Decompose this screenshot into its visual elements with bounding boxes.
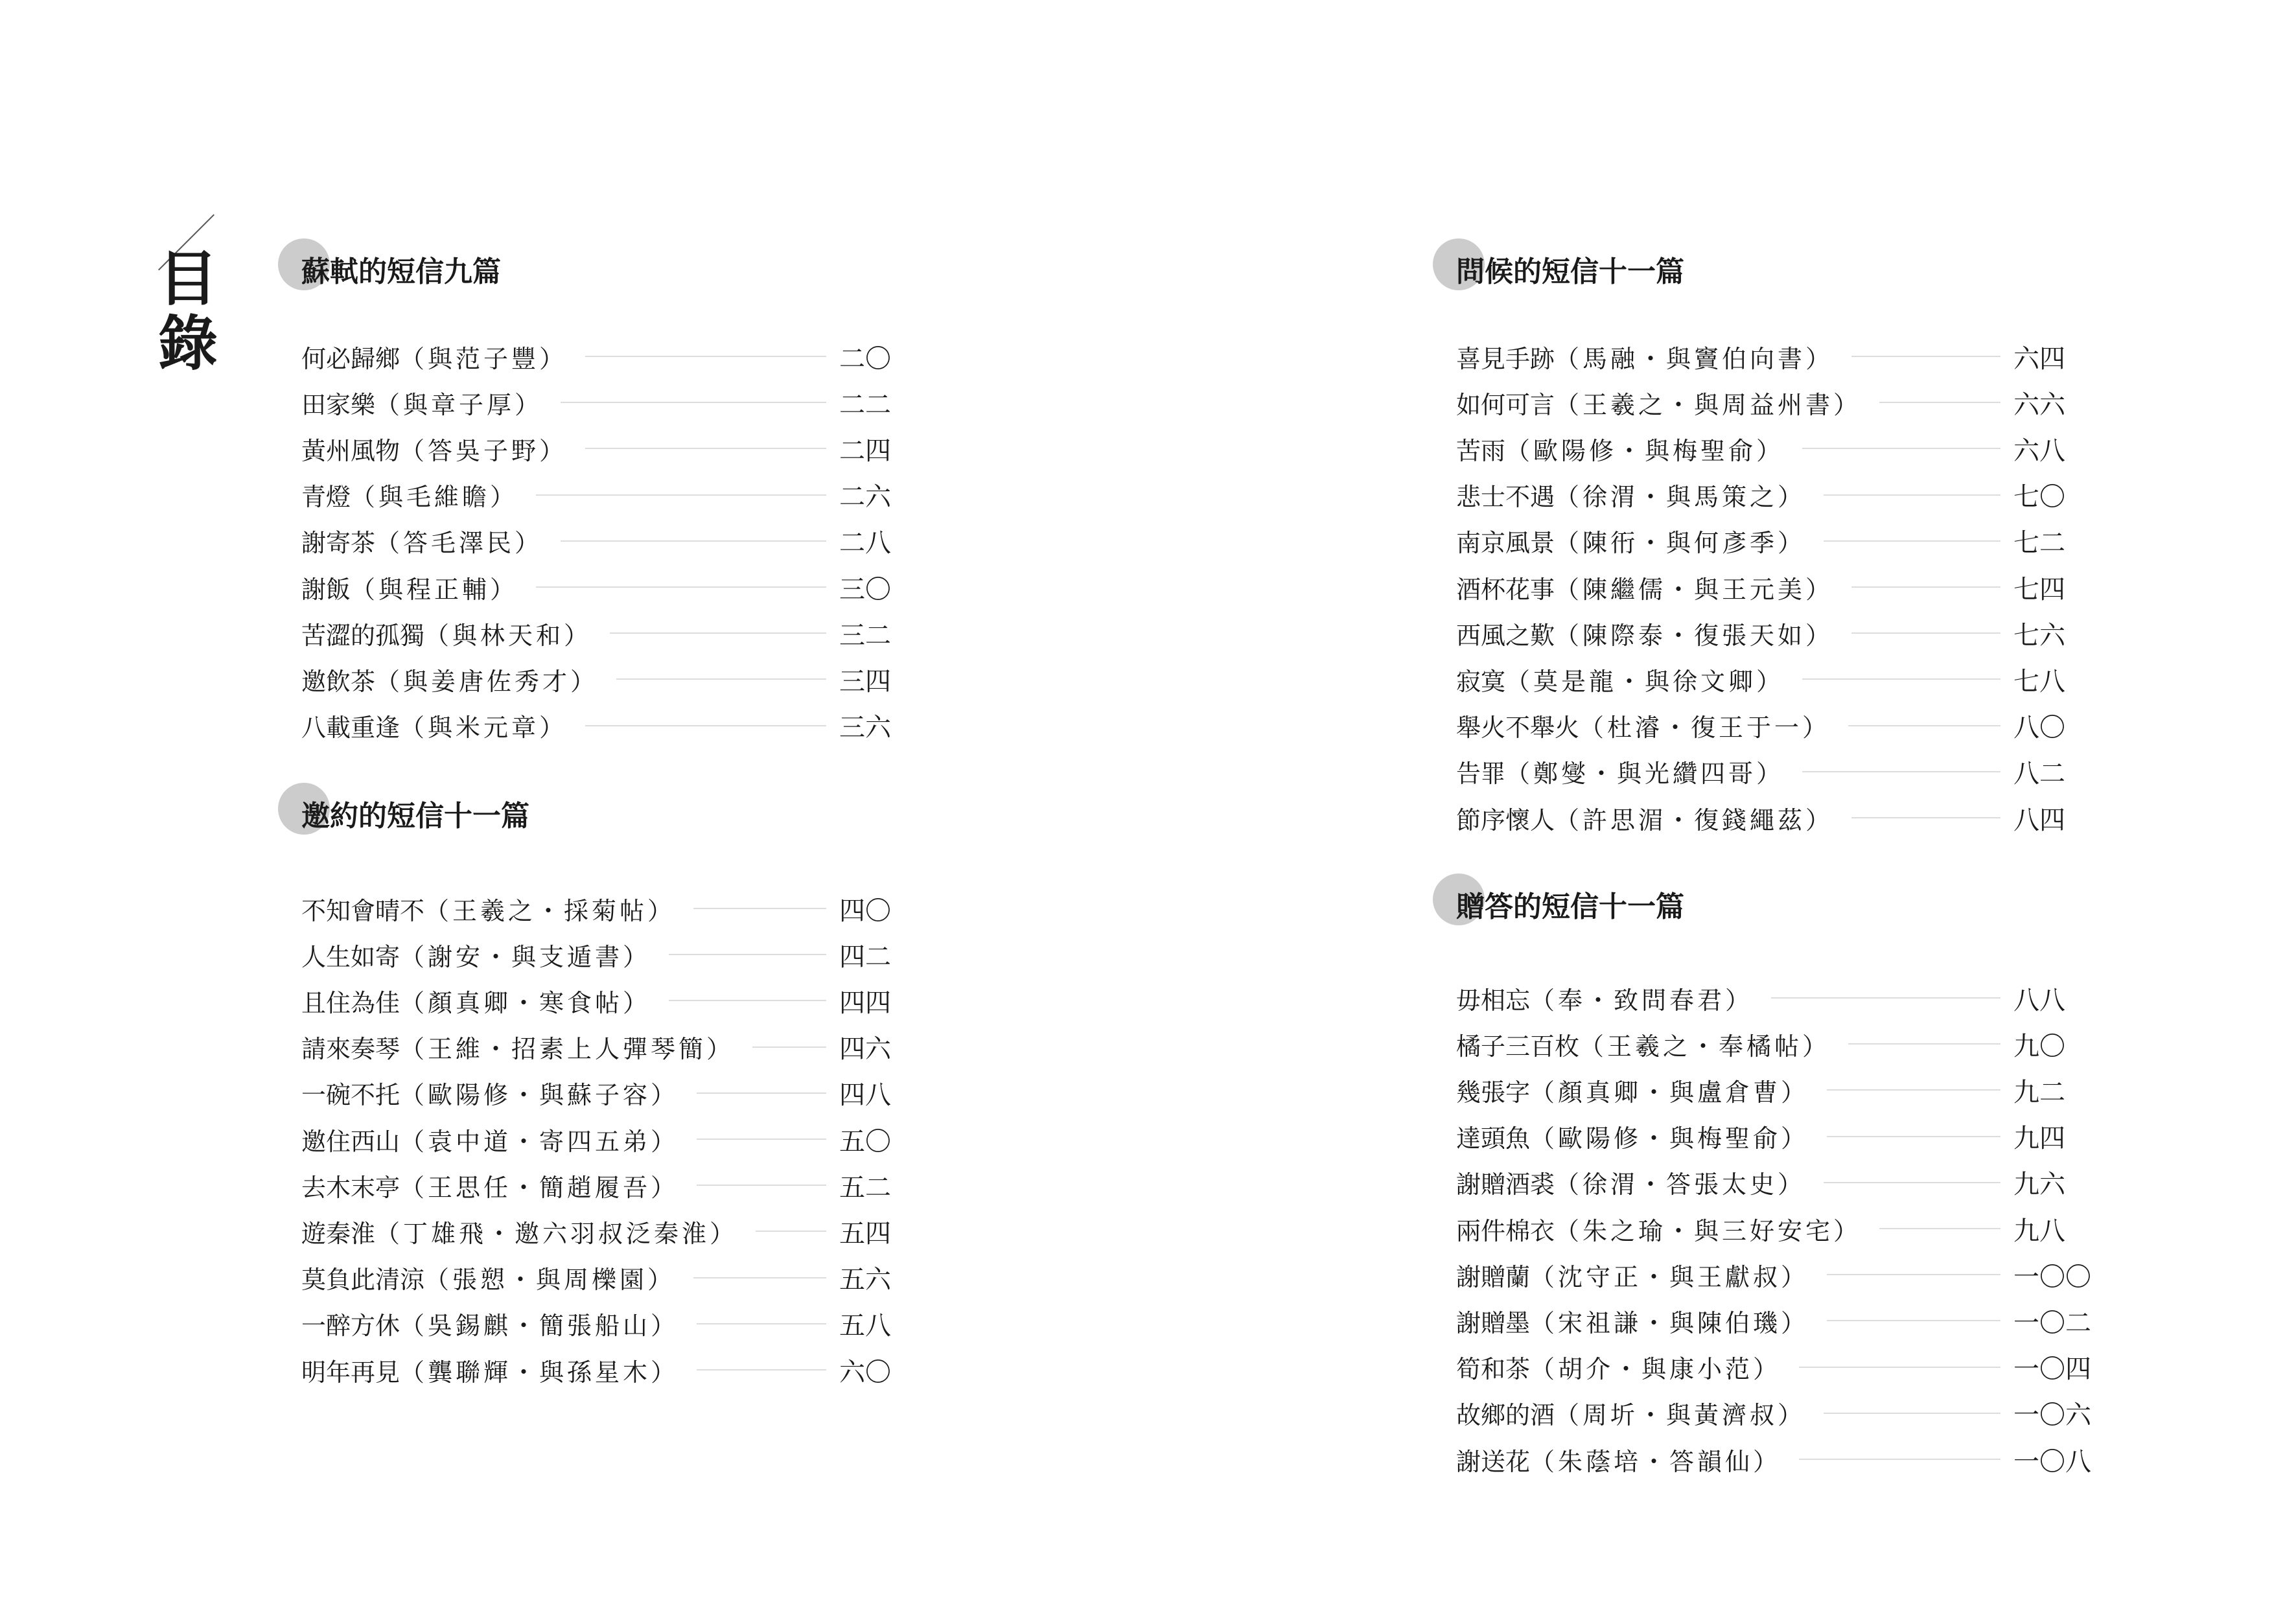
leader-line [561,402,826,403]
entry-source-text: （與米元章） [400,713,568,743]
page-number: 五二 [839,1172,891,1203]
page-number: 三四 [839,666,891,697]
entry-source-text: （陳際泰・復張天如） [1555,621,1834,650]
entry-source-text: （與范子豐） [400,344,568,373]
page-number: 九四 [2013,1124,2065,1154]
page-number: 八八 [2013,985,2065,1015]
leader-line [1824,540,2000,542]
entry-source-text: （宋祖謙・與陳伯璣） [1530,1308,1809,1337]
entry-source-text: （張愬・與周櫟園） [424,1266,676,1295]
page-number: 五六 [839,1265,891,1295]
entry-title-text: 且住為佳 [301,988,400,1017]
entry-title-text: 謝贈酒裘 [1456,1170,1555,1199]
toc-entry[interactable] [1456,802,2098,834]
toc-entry[interactable] [301,525,923,557]
entry-title-text: 西風之歎 [1456,621,1555,650]
toc-entry[interactable] [1456,432,2098,465]
toc-entry-title [301,385,542,421]
leader-line [1771,997,2000,999]
toc-entry-title [1456,385,1861,421]
entry-title-text: 不知會晴不 [301,896,425,925]
leader-line [1824,494,2000,496]
toc-entry[interactable] [1456,1212,2098,1245]
entry-source-text: （陳衎・與何彥季） [1555,529,1806,558]
entry-source-text: （歐陽修・與梅聖俞） [1505,436,1785,465]
page-number: 四六 [839,1034,891,1065]
entry-title-text: 寂寞 [1456,667,1506,696]
toc-entry[interactable] [1456,710,2098,742]
page-number: 七〇 [2013,482,2065,513]
entry-title-text: 田家樂 [301,390,376,419]
toc-entry[interactable] [1456,571,2098,603]
leader-line [693,908,826,909]
toc-entry[interactable] [1456,982,2098,1014]
page-number: 三六 [839,713,891,743]
entry-source-text: （與毛維瞻） [351,483,518,512]
toc-entry[interactable] [1456,1351,2098,1383]
toc-entry-title [301,1306,678,1341]
leader-line [669,954,826,955]
toc-entry-title [301,937,651,973]
toc-entry-title [1456,1211,1861,1247]
toc-entry-title [1456,1349,1781,1385]
toc-entry-title [301,431,567,467]
page-number: 八四 [2013,805,2065,835]
page-number: 四八 [839,1080,891,1111]
entry-source-text: （歐陽修・與蘇子容） [400,1081,679,1110]
entry-title-text: 苦雨 [1456,436,1506,465]
leader-line [693,1277,826,1278]
page-number: 九〇 [2013,1031,2065,1061]
entry-title-text: 謝贈墨 [1456,1308,1531,1337]
toc-entry-title [301,477,518,513]
entry-source-text: （王羲之・與周益州書） [1555,390,1862,419]
page-number: 一〇六 [2013,1400,2091,1431]
entry-source-text: （顏真卿・與盧倉曹） [1530,1078,1809,1107]
toc-entry-title [1456,477,1805,513]
toc-entry[interactable] [301,617,923,649]
entry-title-text: 舉火不舉火 [1456,713,1580,743]
toc-entry-title [1456,754,1784,789]
entry-source-text: （顏真卿・寒食帖） [400,988,651,1017]
page-number: 五八 [839,1311,891,1341]
toc-entry-title [1456,523,1805,559]
toc-entry-title [301,616,592,651]
page-number: 二〇 [839,343,891,374]
entry-source-text: （陳繼儒・與王元美） [1555,575,1834,604]
entry-title-text: 一碗不托 [301,1081,400,1110]
entry-source-text: （鄭燮・與光纘四哥） [1505,759,1785,789]
toc-entry[interactable] [1456,1304,2098,1337]
leader-line [697,1185,826,1186]
toc-entry-title [1456,1442,1781,1477]
toc-entry-title [301,708,567,743]
toc-entry-title [301,1260,675,1295]
leader-line [1827,1089,2000,1091]
page-number: 七八 [2013,666,2065,697]
toc-entry-title [301,1029,734,1065]
toc-entry[interactable] [301,1031,923,1063]
toc-entry[interactable] [301,1215,923,1247]
page-number: 七四 [2013,574,2065,605]
page-title: 目錄 [157,244,218,378]
leader-line [610,632,826,634]
toc-entry-title [1456,431,1784,467]
entry-source-text: （周圻・與黃濟叔） [1555,1401,1806,1430]
page-number: 二六 [839,482,891,513]
entry-title-text: 謝送花 [1456,1447,1531,1476]
toc-entry-title [1456,1164,1805,1200]
page-number: 四〇 [839,896,891,926]
toc-entry[interactable] [1456,340,2098,373]
entry-source-text: （歐陽修・與梅聖俞） [1530,1124,1809,1153]
page-number: 三二 [839,620,891,651]
entry-title-text: 何必歸鄉 [301,344,400,373]
leader-line [1802,448,2000,449]
leader-line [756,1231,826,1232]
entry-source-text: （王羲之・奉橘帖） [1579,1032,1831,1061]
toc-entry[interactable] [301,1169,923,1201]
entry-title-text: 遊秦淮 [301,1219,376,1248]
entry-title-text: 謝寄茶 [301,529,376,558]
entry-source-text: （與章子厚） [375,390,543,419]
toc-entry-title [1456,339,1833,375]
leader-line [1827,1320,2000,1321]
leader-line [752,1046,826,1048]
page-number: 四二 [839,942,891,972]
entry-source-text: （丁雄飛・邀六羽叔泛秦淮） [375,1219,738,1248]
page-number: 四四 [839,988,891,1018]
toc-entry[interactable] [1456,525,2098,557]
page-number: 六八 [2013,435,2065,466]
toc-entry[interactable] [1456,1397,2098,1429]
entry-title-text: 謝飯 [301,575,351,604]
entry-source-text: （龔聯輝・與孫星木） [400,1358,679,1387]
page-number: 一〇四 [2013,1354,2091,1385]
section-title: 贈答的短信十一篇 [1456,889,1684,925]
leader-line [561,540,826,542]
entry-title-text: 幾張字 [1456,1078,1531,1107]
toc-entry[interactable] [1456,756,2098,788]
toc-entry[interactable] [301,571,923,603]
toc-entry[interactable] [1456,1120,2098,1153]
entry-source-text: （馬融・與竇伯向書） [1555,344,1834,373]
toc-entry-title [301,891,675,927]
page-number: 五四 [839,1218,891,1249]
page-number: 六四 [2013,343,2065,374]
entry-title-text: 如何可言 [1456,390,1555,419]
toc-entry-title [301,339,567,375]
entry-source-text: （王維・招素上人彈琴簡） [400,1035,735,1064]
leader-line [585,356,826,357]
page-number: 一〇〇 [2013,1262,2091,1292]
page-number: 八二 [2013,759,2065,789]
toc-entry-title [1456,800,1833,836]
leader-line [585,725,826,726]
toc-entry[interactable] [1456,617,2098,649]
entry-source-text: （朱蔭培・答韻仙） [1530,1447,1781,1476]
leader-line [697,1139,826,1140]
leader-line [1851,356,2000,357]
entry-source-text: （胡介・與康小范） [1530,1355,1781,1384]
toc-entry[interactable] [301,1354,923,1386]
toc-entry-title [301,662,598,697]
entry-title-text: 青燈 [301,483,351,512]
toc-entry-title [1456,708,1830,743]
toc-entry[interactable] [1456,1074,2098,1106]
page-number: 六〇 [839,1357,891,1387]
page-number: 一〇八 [2013,1446,2091,1477]
entry-source-text: （王羲之・採菊帖） [424,896,676,925]
page-number: 二四 [839,435,891,466]
entry-title-text: 橘子三百枚 [1456,1032,1580,1061]
page-number: 六六 [2013,389,2065,420]
section-title: 問候的短信十一篇 [1456,254,1684,290]
toc-entry-title [301,1352,678,1388]
toc-entry[interactable] [1456,1028,2098,1060]
entry-source-text: （奉・致問春君） [1530,986,1754,1015]
toc-entry[interactable] [301,1308,923,1340]
entry-title-text: 莫負此清涼 [301,1266,425,1295]
page-number: 二二 [839,389,891,420]
toc-entry[interactable] [301,1262,923,1294]
entry-source-text: （杜濬・復王于一） [1579,713,1831,743]
toc-entry[interactable] [1456,1443,2098,1475]
toc-entry[interactable] [301,710,923,742]
entry-source-text: （與程正輔） [351,575,518,604]
page-number: 一〇二 [2013,1308,2091,1338]
leader-line [669,1000,826,1001]
entry-title-text: 去木末亭 [301,1173,400,1202]
section-title: 邀約的短信十一篇 [301,798,529,835]
toc-entry[interactable] [301,938,923,971]
page-number: 九六 [2013,1170,2065,1200]
entry-title-text: 邀飲茶 [301,667,376,696]
entry-source-text: （吳錫麒・簡張船山） [400,1312,679,1341]
entry-source-text: （徐渭・與馬策之） [1555,483,1806,512]
section-title: 蘇軾的短信九篇 [301,254,501,290]
entry-source-text: （答毛澤民） [375,529,543,558]
toc-entry[interactable] [301,1123,923,1155]
toc-entry-title [301,1214,737,1249]
toc-entry[interactable] [301,340,923,373]
toc-entry-title [301,570,518,605]
toc-entry[interactable] [1456,386,2098,419]
entry-title-text: 酒杯花事 [1456,575,1555,604]
toc-entry-title [1456,1072,1809,1108]
leader-line [536,586,826,588]
toc-entry-title [1456,1303,1809,1339]
toc-entry[interactable] [301,892,923,925]
entry-title-text: 八載重逢 [301,713,400,743]
leader-line [1802,771,2000,772]
toc-entry[interactable] [1456,663,2098,695]
toc-entry-title [301,1075,678,1111]
page-number: 五〇 [839,1126,891,1157]
toc-entry-title [1456,570,1833,605]
leader-line [1827,1136,2000,1137]
entry-source-text: （王思任・簡趙履吾） [400,1173,679,1202]
leader-line [1827,1274,2000,1275]
entry-source-text: （徐渭・答張太史） [1555,1170,1806,1199]
toc-entry-title [1456,980,1753,1016]
entry-title-text: 悲士不遇 [1456,483,1555,512]
entry-title-text: 喜見手跡 [1456,344,1555,373]
leader-line [1799,1367,2000,1368]
leader-line [697,1369,826,1370]
entry-title-text: 邀住西山 [301,1127,400,1156]
toc-entry-title [301,983,651,1019]
leader-line [697,1323,826,1324]
entry-source-text: （許思湄・復錢繩茲） [1555,805,1834,835]
toc-entry-title [1456,616,1833,651]
page-number: 三〇 [839,574,891,605]
toc-entry[interactable] [301,663,923,695]
entry-title-text: 一醉方休 [301,1312,400,1341]
leader-line [1851,586,2000,588]
toc-entry-title [1456,1395,1805,1431]
page-number: 八〇 [2013,713,2065,743]
entry-source-text: （沈守正・與王獻叔） [1530,1262,1809,1291]
leader-line [536,494,826,496]
entry-source-text: （與姜唐佐秀才） [375,667,599,696]
entry-title-text: 毋相忘 [1456,986,1531,1015]
entry-title-text: 南京風景 [1456,529,1555,558]
toc-entry-title [1456,1257,1809,1293]
toc-entry-title [301,1122,678,1157]
entry-source-text: （謝安・與支遁書） [400,942,651,971]
leader-line [1879,1228,2000,1229]
entry-title-text: 黃州風物 [301,436,400,465]
entry-title-text: 明年再見 [301,1358,400,1387]
entry-source-text: （答吳子野） [400,436,568,465]
page-number: 二八 [839,528,891,559]
toc-entry[interactable] [1456,479,2098,511]
page-number: 九八 [2013,1216,2065,1246]
page-number: 七二 [2013,528,2065,559]
leader-line [1848,1043,2000,1045]
leader-line [697,1093,826,1094]
toc-entry-title [301,523,542,559]
toc-entry[interactable] [301,1077,923,1109]
entry-source-text: （與林天和） [424,621,592,650]
leader-line [1851,632,2000,634]
leader-line [585,448,826,449]
entry-title-text: 筍和茶 [1456,1355,1531,1384]
leader-line [1824,1182,2000,1183]
toc-entry[interactable] [301,432,923,465]
toc-entry-title [1456,1118,1809,1154]
entry-title-text: 苦澀的孤獨 [301,621,425,650]
leader-line [1824,1413,2000,1414]
entry-source-text: （朱之瑜・與三好安宅） [1555,1216,1862,1245]
entry-title-text: 節序懷人 [1456,805,1555,835]
entry-title-text: 達頭魚 [1456,1124,1531,1153]
entry-title-text: 請來奏琴 [301,1035,400,1064]
entry-source-text: （袁中道・寄四五弟） [400,1127,679,1156]
toc-entry-title [1456,662,1784,697]
entry-title-text: 告罪 [1456,759,1506,789]
toc-entry-title [301,1168,678,1203]
entry-source-text: （莫是龍・與徐文卿） [1505,667,1785,696]
toc-entry[interactable] [1456,1166,2098,1199]
entry-title-text: 謝贈蘭 [1456,1262,1531,1291]
toc-entry[interactable] [301,479,923,511]
leader-line [1879,402,2000,403]
toc-entry[interactable] [301,984,923,1017]
leader-line [1848,725,2000,726]
entry-title-text: 故鄉的酒 [1456,1401,1555,1430]
toc-entry-title [1456,1026,1830,1062]
page-number: 九二 [2013,1077,2065,1107]
leader-line [616,678,826,680]
leader-line [1802,678,2000,680]
entry-title-text: 兩件棉衣 [1456,1216,1555,1245]
page-number: 七六 [2013,620,2065,651]
toc-entry[interactable] [1456,1258,2098,1291]
leader-line [1851,817,2000,818]
toc-entry[interactable] [301,386,923,419]
leader-line [1799,1459,2000,1460]
entry-title-text: 人生如寄 [301,942,400,971]
